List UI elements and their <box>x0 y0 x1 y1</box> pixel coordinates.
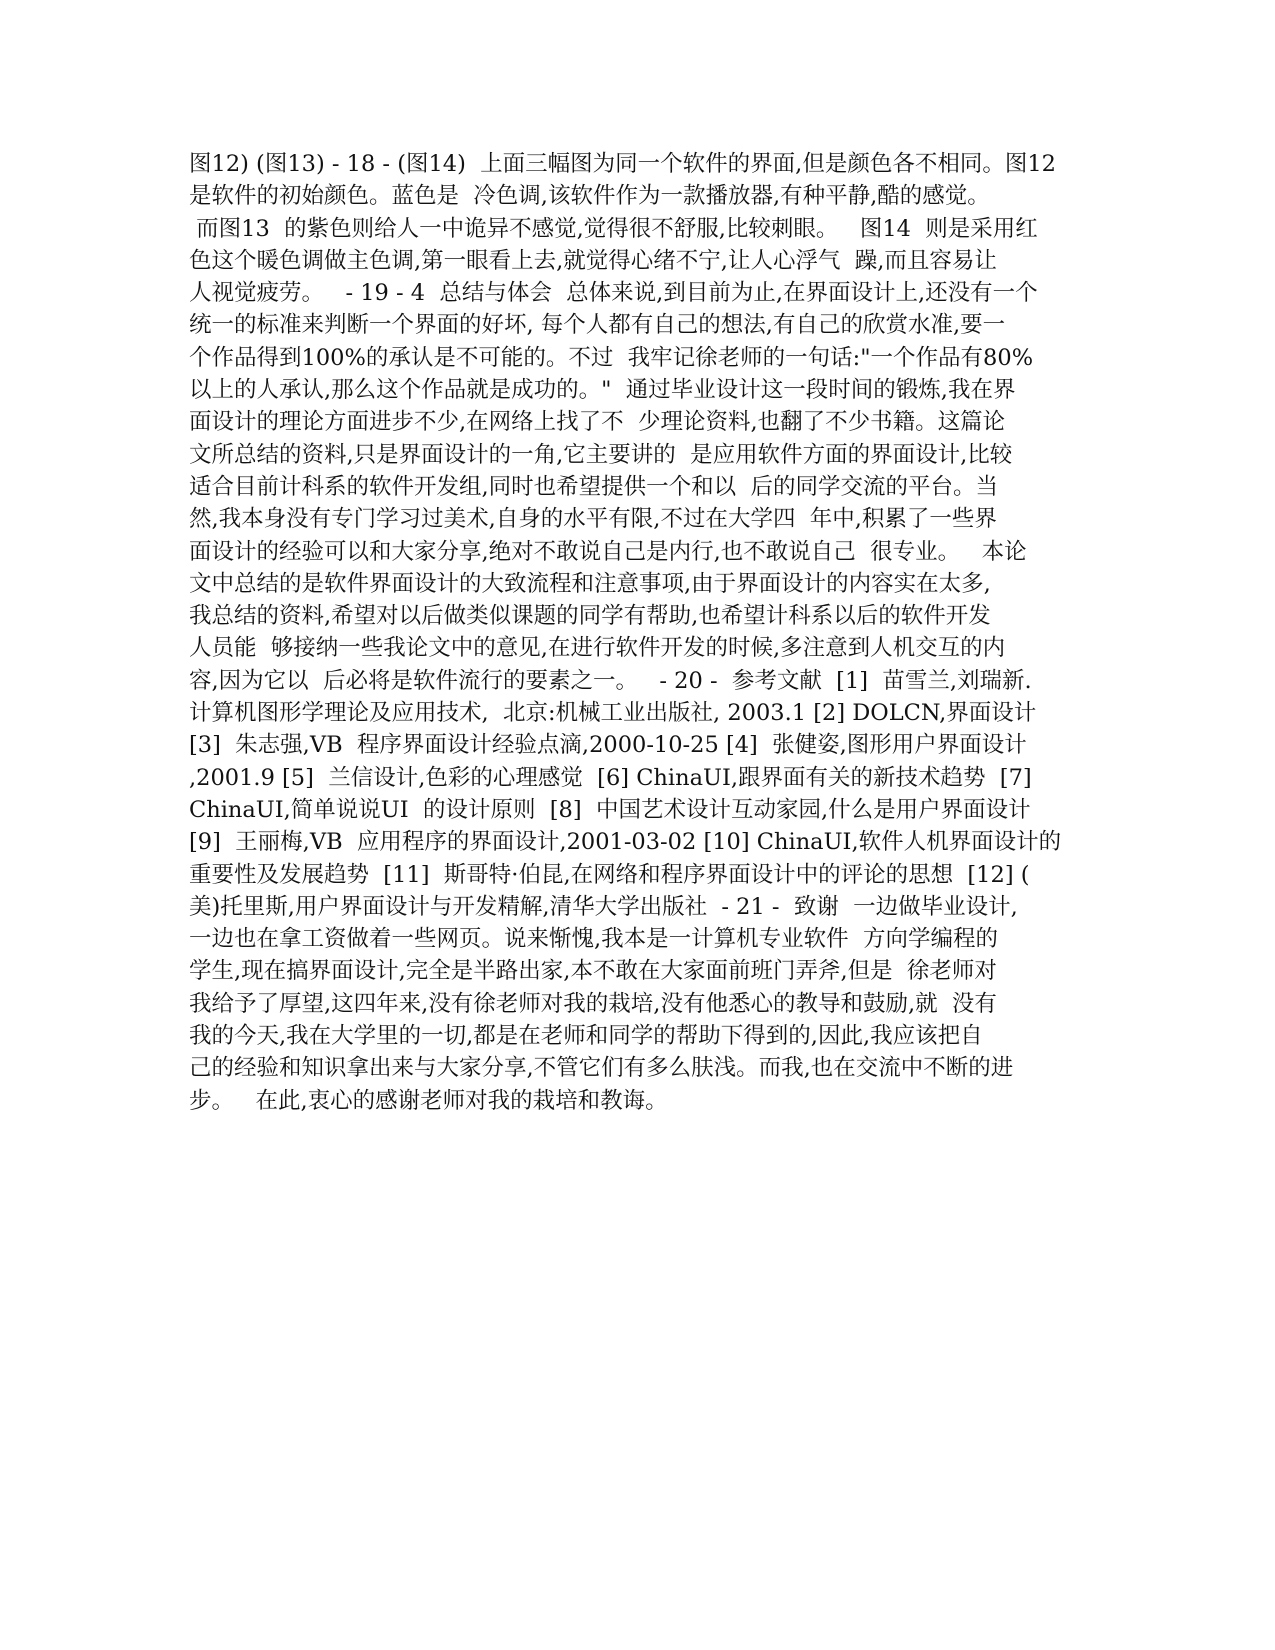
text-line: 以上的人承认,那么这个作品就是成功的。" 通过毕业设计这一段时间的锻炼,我在界 <box>189 377 1016 404</box>
text-line: 统一的标准来判断一个界面的好坏, 每个人都有自己的想法,有自己的欣赏水准,要一 <box>189 312 1006 339</box>
text-line: 而图13 的紫色则给人一中诡异不感觉,觉得很不舒服,比较刺眼。 图14 则是采用红 <box>189 215 1038 242</box>
text-line: 面设计的经验可以和大家分享,绝对不敢说自己是内行,也不敢说自己 很专业。 本论 <box>189 538 1027 565</box>
text-line: 文中总结的是软件界面设计的大致流程和注意事项,由于界面设计的内容实在太多, <box>189 570 991 597</box>
text-line: [3] 朱志强,VB 程序界面设计经验点滴,2000-10-25 [4] 张健姿,图形用户界面设计 <box>189 732 1027 759</box>
body-text <box>189 148 1089 1117</box>
text-line: 计算机图形学理论及应用技术, 北京:机械工业出版社, 2003.1 [2] DOLCN,界面设计 <box>189 700 1037 727</box>
text-line: 是软件的初始颜色。蓝色是 冷色调,该软件作为一款播放器,有种平静,酷的感觉。 <box>189 183 990 210</box>
text-line: 个作品得到100%的承认是不可能的。不过 我牢记徐老师的一句话:"一个作品有80% <box>189 344 1034 371</box>
text-line: 重要性及发展趋势 [11] 斯哥特·伯昆,在网络和程序界面设计中的评论的思想 [12] ( <box>189 861 1030 888</box>
text-line: 容,因为它以 后必将是软件流行的要素之一。 - 20 - 参考文献 [1] 苗雪兰,刘瑞新. <box>189 667 1032 694</box>
text-line: 人视觉疲劳。 - 19 - 4 总结与体会 总体来说,到目前为止,在界面设计上,还没有一个 <box>189 280 1038 307</box>
text-line: 己的经验和知识拿出来与大家分享,不管它们有多么肤浅。而我,也在交流中不断的进 <box>189 1055 1014 1082</box>
text-line: [9] 王丽梅,VB 应用程序的界面设计,2001-03-02 [10] ChinaUI,软件人机界面设计的 <box>189 829 1062 856</box>
text-line: 色这个暖色调做主色调,第一眼看上去,就觉得心绪不宁,让人心浮气 躁,而且容易让 <box>189 247 997 274</box>
text-line: 一边也在拿工资做着一些网页。说来惭愧,我本是一计算机专业软件 方向学编程的 <box>189 926 998 953</box>
text-line: 人员能 够接纳一些我论文中的意见,在进行软件开发的时候,多注意到人机交互的内 <box>189 635 1006 662</box>
text-line: 我总结的资料,希望对以后做类似课题的同学有帮助,也希望计科系以后的软件开发 <box>189 603 991 630</box>
text-line: 图12) (图13) - 18 - (图14) 上面三幅图为同一个软件的界面,但是颜色各不相同。图12 <box>189 151 1056 177</box>
text-line: 我给予了厚望,这四年来,没有徐老师对我的栽培,没有他悉心的教导和鼓励,就 没有 <box>189 990 997 1017</box>
text-line: 然,我本身没有专门学习过美术,自身的水平有限,不过在大学四 年中,积累了一些界 <box>189 506 997 533</box>
text-line: 文所总结的资料,只是界面设计的一角,它主要讲的 是应用软件方面的界面设计,比较 <box>189 441 1013 468</box>
text-line: 适合目前计科系的软件开发组,同时也希望提供一个和以 后的同学交流的平台。当 <box>189 473 998 500</box>
text-line: 美)托里斯,用户界面设计与开发精解,清华大学出版社 - 21 - 致谢 一边做毕业设计, <box>189 893 1018 920</box>
text-line: ,2001.9 [5] 兰信设计,色彩的心理感觉 [6] ChinaUI,跟界面有关的新技术趋势 [7] <box>189 764 1032 791</box>
text-line: 步。 在此,衷心的感谢老师对我的栽培和教诲。 <box>189 1087 668 1114</box>
text-line: 我的今天,我在大学里的一切,都是在老师和同学的帮助下得到的,因此,我应该把自 <box>189 1023 983 1050</box>
text-line: 学生,现在搞界面设计,完全是半路出家,本不敢在大家面前班门弄斧,但是 徐老师对 <box>189 958 997 985</box>
text-line: ChinaUI,简单说说UI 的设计原则 [8] 中国艺术设计互动家园,什么是用户界面设计 <box>189 796 1031 823</box>
text-line: 面设计的理论方面进步不少,在网络上找了不 少理论资料,也翻了不少书籍。这篇论 <box>189 409 1006 436</box>
